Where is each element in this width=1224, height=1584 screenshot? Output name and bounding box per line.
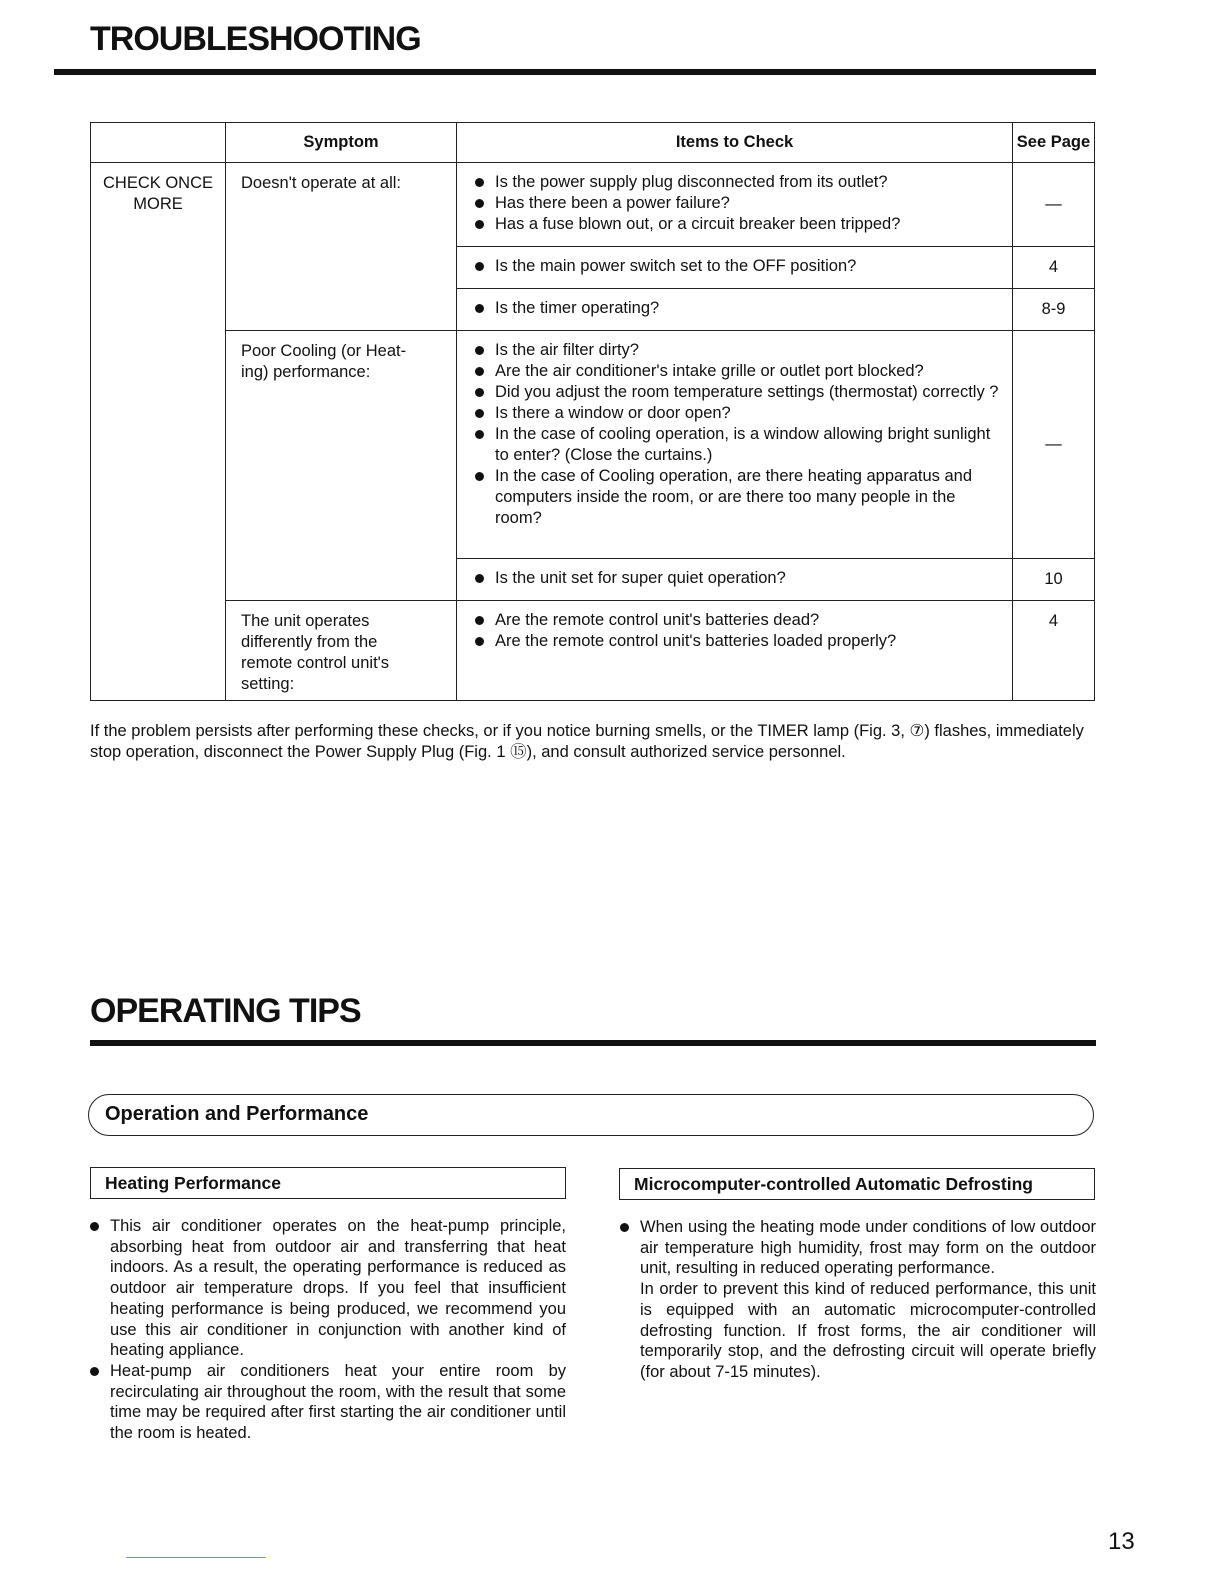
- defrosting-text: [620, 1217, 1096, 1383]
- check-item: In the case of cooling operation, is a window allowing bright sunlight to enter? (Close the curtains.): [473, 424, 1002, 466]
- header-symptom: Symptom: [226, 123, 457, 163]
- items-cell: [457, 289, 1013, 331]
- heating-performance-box: [90, 1167, 566, 1199]
- table-header-row: [91, 123, 1095, 163]
- section-title-box: [88, 1094, 1094, 1136]
- category-cell: [91, 163, 226, 701]
- check-item: Is the power supply plug disconnected from its outlet?: [473, 172, 1002, 193]
- heading-rule: [54, 69, 1096, 75]
- see-page-cell: 8-9: [1013, 289, 1095, 331]
- table-row: [91, 331, 1095, 559]
- check-item: In the case of Cooling operation, are there heating apparatus and computers inside the room, or are there too many people in the room?: [473, 466, 1002, 529]
- symptom-cell: Doesn't operate at all:: [226, 163, 457, 331]
- table-row: [91, 163, 1095, 247]
- check-item: Are the remote control unit's batteries dead?: [473, 610, 1002, 631]
- heading-rule: [90, 1040, 1096, 1046]
- header-category: [91, 123, 226, 163]
- header-see-page: See Page: [1013, 123, 1095, 163]
- items-cell: [457, 601, 1013, 701]
- items-cell: [457, 247, 1013, 289]
- items-cell: [457, 163, 1013, 247]
- operating-tips-heading: OPERATING TIPS: [90, 992, 361, 1030]
- page-number: 13: [1108, 1528, 1135, 1555]
- symptom-cell: [226, 601, 457, 701]
- check-item: Has a fuse blown out, or a circuit breaker been tripped?: [473, 214, 1002, 235]
- see-page-cell: —: [1013, 163, 1095, 247]
- troubleshooting-table: [90, 122, 1095, 701]
- check-item: Is the unit set for super quiet operation?: [473, 568, 1002, 589]
- check-item: Is the timer operating?: [473, 298, 1002, 319]
- check-item: Are the air conditioner's intake grille or outlet port blocked?: [473, 361, 1002, 382]
- check-item: Is the main power switch set to the OFF position?: [473, 256, 1002, 277]
- items-cell: [457, 559, 1013, 601]
- symptom-text: The unit operates differently from the remote control unit's setting:: [241, 612, 390, 693]
- defrosting-title: Microcomputer-controlled Automatic Defrosting: [634, 1174, 1033, 1194]
- table-row: [91, 601, 1095, 701]
- list-item: Heat-pump air conditioners heat your entire room by recirculating air throughout the room, with the result that some time may be required after first starting the air conditioner until the room is heated.: [90, 1361, 566, 1444]
- defrost-paragraph: In order to prevent this kind of reduced performance, this unit is equipped with an automatic microcomputer-controlled defrosting function. If frost forms, the air conditioner will temporarily stop, and the defrosting circuit will operate briefly (for about 7-15 minutes).: [640, 1280, 1096, 1381]
- check-item: Has there been a power failure?: [473, 193, 1002, 214]
- persisting-problem-note: If the problem persists after performing these checks, or if you notice burning smells, or the TIMER lamp (Fig. 3, ⑦) flashes, immediately stop operation, disconnect the Power Supply Plug (Fig. 1 ⑮), and consult authorized service personnel.: [90, 722, 1084, 761]
- check-item: Did you adjust the room temperature settings (thermostat) correctly ?: [473, 382, 1002, 403]
- list-item: [620, 1217, 1096, 1383]
- footer-line: [126, 1557, 266, 1558]
- header-items: Items to Check: [457, 123, 1013, 163]
- see-page-cell: 4: [1013, 601, 1095, 701]
- see-page-cell: —: [1013, 331, 1095, 559]
- heating-performance-text: [90, 1216, 566, 1444]
- check-item: Is the air filter dirty?: [473, 340, 1002, 361]
- see-page-cell: 10: [1013, 559, 1095, 601]
- symptom-cell: [226, 331, 457, 601]
- defrosting-box: [619, 1168, 1095, 1200]
- check-item: Is there a window or door open?: [473, 403, 1002, 424]
- see-page-cell: 4: [1013, 247, 1095, 289]
- symptom-text: Poor Cooling (or Heat-ing) performance:: [241, 342, 407, 381]
- items-cell: [457, 331, 1013, 559]
- check-item: Are the remote control unit's batteries loaded properly?: [473, 631, 1002, 652]
- section-title: Operation and Performance: [105, 1103, 369, 1125]
- defrost-paragraph: When using the heating mode under conditions of low outdoor air temperature high humidity, frost may form on the outdoor unit, resulting in reduced operating performance.: [640, 1218, 1096, 1278]
- list-item: This air conditioner operates on the heat-pump principle, absorbing heat from outdoor air and transferring that heat indoors. As a result, the operating performance is reduced as outdoor air temperature drops. If you feel that insufficient heating performance is being produced, we recommend you use this air conditioner in conjunction with another kind of heating appliance.: [90, 1216, 566, 1361]
- heating-performance-title: Heating Performance: [105, 1173, 282, 1193]
- troubleshooting-heading: TROUBLESHOOTING: [90, 20, 421, 58]
- category-label: CHECK ONCE MORE: [102, 174, 213, 213]
